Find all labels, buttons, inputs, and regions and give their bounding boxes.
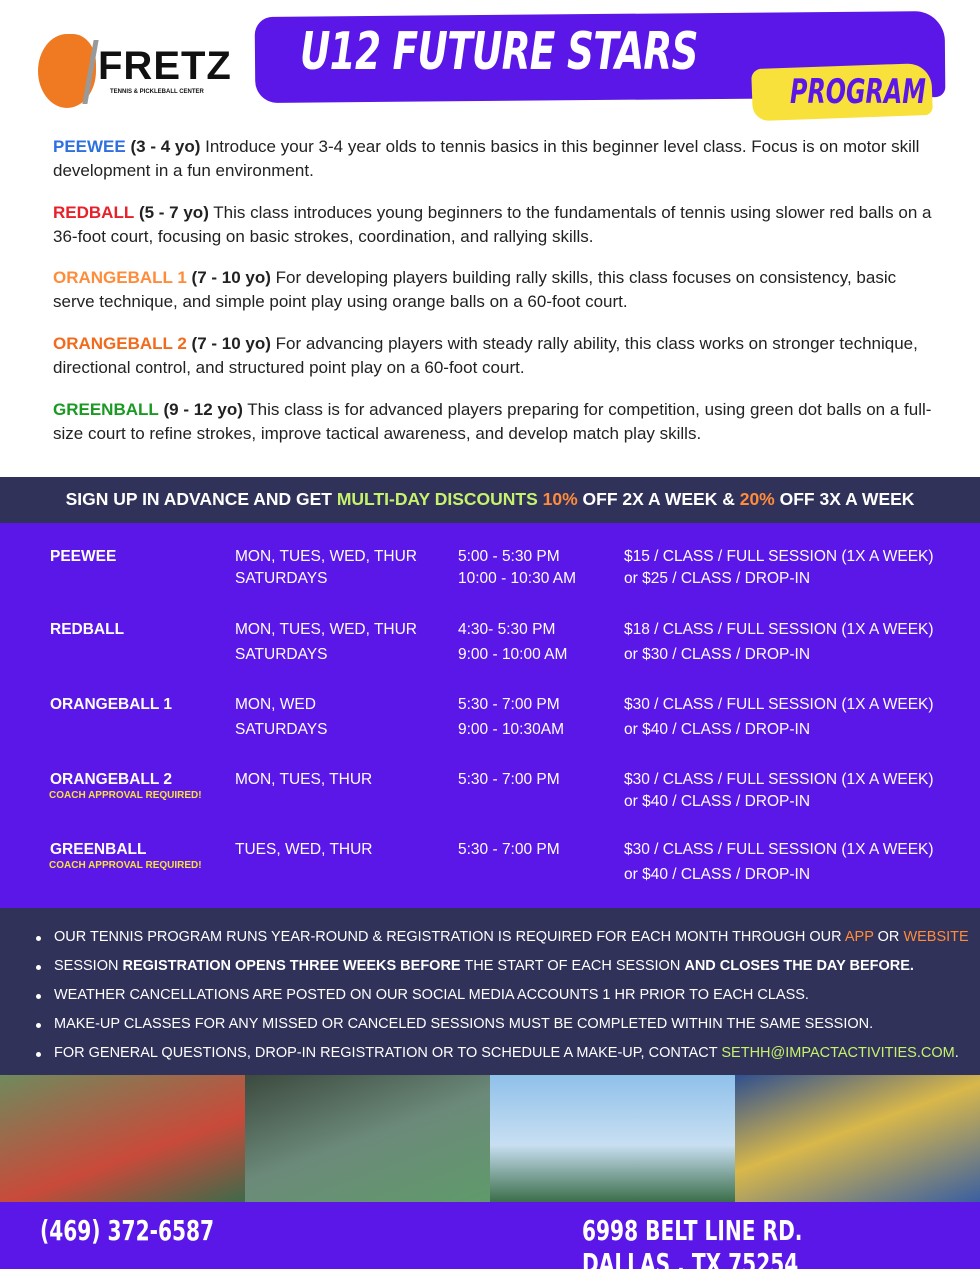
photo-strip: [0, 1075, 980, 1202]
schedule-class-name: GREENBALL: [50, 841, 147, 858]
schedule-price: or $40 / CLASS / DROP-IN: [624, 721, 811, 738]
schedule-price: $15 / CLASS / FULL SESSION (1X A WEEK): [624, 548, 934, 565]
app-link[interactable]: APP: [844, 929, 874, 945]
class-name: GREENBALL: [53, 400, 159, 419]
kids-photo-4: [735, 1075, 980, 1202]
email-link[interactable]: SETHH@IMPACTACTIVITIES.COM: [721, 1045, 955, 1061]
schedule-time: 5:30 - 7:00 PM: [458, 696, 560, 713]
class-ages: (3 - 4 yo): [130, 137, 201, 156]
schedule-time: 9:00 - 10:30AM: [458, 721, 564, 738]
note-item: WEATHER CANCELLATIONS ARE POSTED ON OUR SOCIAL MEDIA ACCOUNTS 1 HR PRIOR TO EACH CLASS.: [54, 981, 980, 1010]
schedule-row: [0, 694, 980, 754]
schedule-row: [0, 619, 980, 679]
schedule-time: 5:30 - 7:00 PM: [458, 841, 560, 858]
schedule-days: SATURDAYS: [235, 570, 328, 587]
class-text: For developing players building rally skills, this class focuses on consistency, basic serve technique, and simple point play using orange balls on a 60-foot court.: [53, 268, 897, 311]
class-text: For advancing players with steady rally ability, this class works on stronger technique, directional control, and structured point play on a 60-foot court.: [53, 334, 918, 377]
schedule-class-name: PEEWEE: [50, 548, 117, 565]
schedule-days: MON, TUES, WED, THUR: [235, 621, 417, 638]
schedule-time: 9:00 - 10:00 AM: [458, 646, 568, 663]
class-ages: (7 - 10 yo): [191, 334, 271, 353]
kids-photo-1: [0, 1075, 245, 1202]
program-notes: [0, 908, 980, 1075]
note-item: FOR GENERAL QUESTIONS, DROP-IN REGISTRATION OR TO SCHEDULE A MAKE-UP, CONTACT SETHH@IMPACTACTIVITIES.COM.: [54, 1039, 980, 1068]
coach-approval-note: COACH APPROVAL REQUIRED!: [49, 860, 202, 871]
class-description: [53, 398, 933, 446]
promo-discount-3x: 20%: [739, 489, 775, 509]
kids-photo-2: [245, 1075, 490, 1202]
promo-text: SIGN UP IN ADVANCE AND GET: [65, 489, 337, 509]
logo-name: FRETZ: [98, 44, 232, 88]
class-description: [53, 266, 933, 314]
promo-text: OFF 3X A WEEK: [774, 489, 915, 509]
schedule-price: $30 / CLASS / FULL SESSION (1X A WEEK): [624, 771, 934, 788]
schedule-price: or $25 / CLASS / DROP-IN: [624, 570, 811, 587]
header: [0, 0, 980, 120]
class-ages: (5 - 7 yo): [138, 203, 209, 222]
class-ages: (9 - 12 yo): [163, 400, 243, 419]
class-name: ORANGEBALL 2: [53, 334, 187, 353]
footer: [0, 1202, 980, 1280]
class-description: [53, 135, 933, 183]
schedule-class-name: ORANGEBALL 1: [50, 696, 173, 713]
class-name: ORANGEBALL 1: [53, 268, 187, 287]
schedule-class-name: ORANGEBALL 2: [50, 771, 173, 788]
schedule-row: [0, 546, 980, 606]
promo-text: OFF 2X A WEEK &: [577, 489, 740, 509]
schedule-price: $18 / CLASS / FULL SESSION (1X A WEEK): [624, 621, 934, 638]
schedule-class-name: REDBALL: [50, 621, 125, 638]
schedule-price: or $40 / CLASS / DROP-IN: [624, 793, 811, 810]
schedule-time: 5:30 - 7:00 PM: [458, 771, 560, 788]
address: 6998 BELT LINE RD. DALLAS , TX 75254: [582, 1214, 803, 1280]
page-subtitle: PROGRAM: [790, 72, 926, 112]
website-link[interactable]: WEBSITE: [903, 929, 969, 945]
discount-banner: [0, 477, 980, 523]
schedule-days: SATURDAYS: [235, 721, 328, 738]
class-name: PEEWEE: [53, 137, 126, 156]
logo-tagline: TENNIS & PICKLEBALL CENTER: [110, 89, 204, 95]
schedule-days: MON, WED: [235, 696, 316, 713]
schedule-price: or $30 / CLASS / DROP-IN: [624, 646, 811, 663]
schedule-price: $30 / CLASS / FULL SESSION (1X A WEEK): [624, 841, 934, 858]
fretz-logo: [38, 34, 238, 110]
schedule-days: TUES, WED, THUR: [235, 841, 373, 858]
schedule-days: MON, TUES, WED, THUR: [235, 548, 417, 565]
schedule-table: [0, 523, 980, 908]
class-text: Introduce your 3-4 year olds to tennis basics in this beginner level class. Focus is on motor skill development in a fun environment.: [53, 137, 920, 180]
schedule-time: 5:00 - 5:30 PM: [458, 548, 560, 565]
schedule-price: or $40 / CLASS / DROP-IN: [624, 866, 811, 883]
class-name: REDBALL: [53, 203, 135, 222]
class-description: [53, 201, 933, 249]
promo-highlight: MULTI-DAY DISCOUNTS: [336, 489, 543, 509]
schedule-price: $30 / CLASS / FULL SESSION (1X A WEEK): [624, 696, 934, 713]
schedule-days: MON, TUES, THUR: [235, 771, 373, 788]
schedule-days: SATURDAYS: [235, 646, 328, 663]
class-text: This class is for advanced players preparing for competition, using green dot balls on a full-size court to refine strokes, improve tactical awareness, and develop match play skills.: [53, 400, 932, 443]
page-title: U12 FUTURE STARS: [300, 22, 698, 82]
schedule-time: 4:30- 5:30 PM: [458, 621, 556, 638]
note-item: SESSION REGISTRATION OPENS THREE WEEKS BEFORE THE START OF EACH SESSION AND CLOSES THE DAY BEFORE.: [54, 952, 980, 981]
promo-discount-2x: 10%: [542, 489, 578, 509]
phone-number[interactable]: (469) 372-6587: [40, 1214, 215, 1247]
note-item: OUR TENNIS PROGRAM RUNS YEAR-ROUND & REGISTRATION IS REQUIRED FOR EACH MONTH THROUGH OUR APP OR WEBSITE: [54, 923, 980, 952]
schedule-row: [0, 769, 980, 829]
class-text: This class introduces young beginners to the fundamentals of tennis using slower red balls on a 36-foot court, focusing on basic strokes, coordination, and rallying skills.: [53, 203, 932, 246]
coach-approval-note: COACH APPROVAL REQUIRED!: [49, 790, 202, 801]
schedule-time: 10:00 - 10:30 AM: [458, 570, 577, 587]
class-ages: (7 - 10 yo): [191, 268, 271, 287]
kids-photo-3: [490, 1075, 735, 1202]
schedule-row: [0, 839, 980, 899]
note-item: MAKE-UP CLASSES FOR ANY MISSED OR CANCELED SESSIONS MUST BE COMPLETED WITHIN THE SAME SESSION.: [54, 1010, 980, 1039]
class-description: [53, 332, 933, 380]
